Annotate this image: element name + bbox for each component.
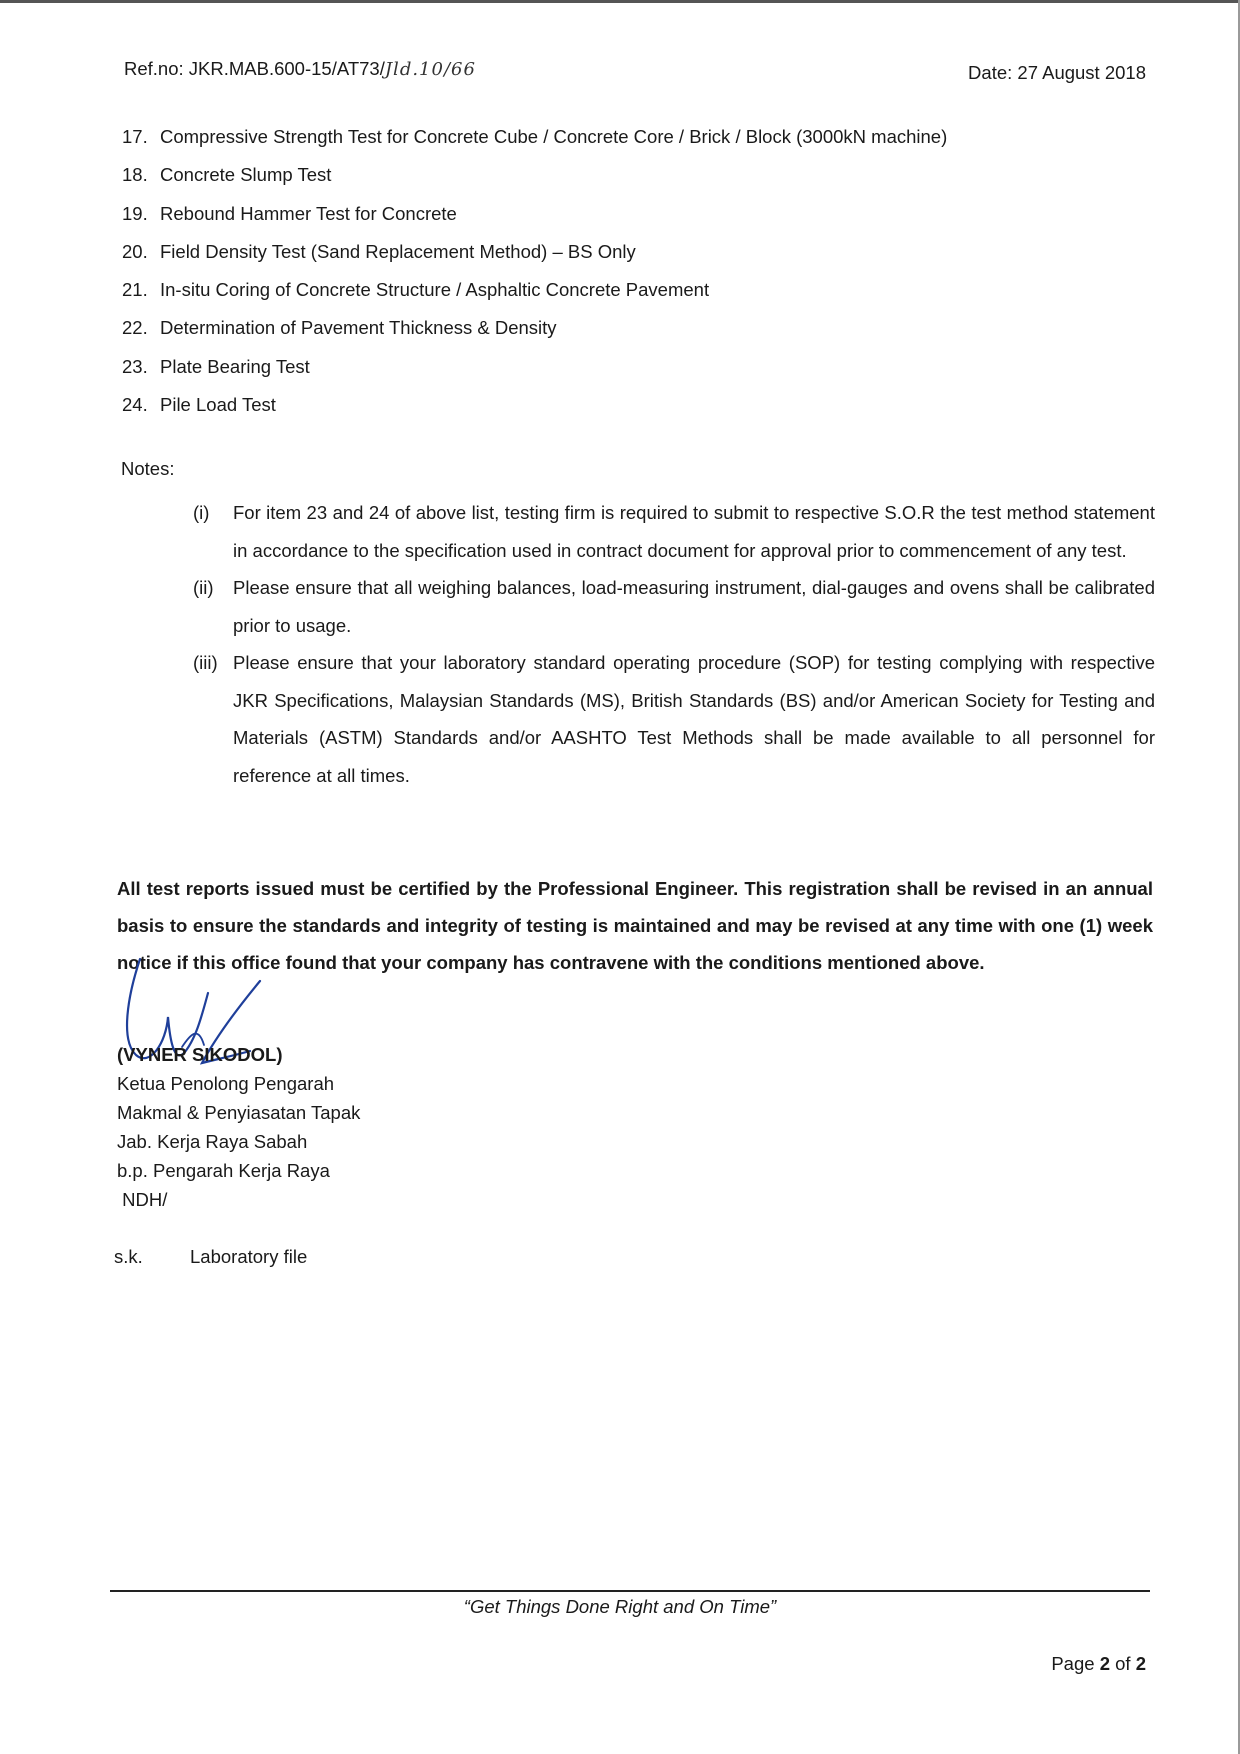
- test-item-text: Compressive Strength Test for Concrete Cube / Concrete Core / Brick / Block (3000kN machine): [160, 126, 948, 147]
- test-item: [122, 356, 947, 394]
- test-item-number: 20.: [122, 240, 148, 262]
- test-item-text: Rebound Hammer Test for Concrete: [160, 202, 457, 224]
- test-items-list: [122, 126, 947, 432]
- signatory-name: (VYNER SIKODOL): [117, 1044, 283, 1065]
- note-numeral: (iii): [193, 652, 218, 673]
- signatory-title-1: Ketua Penolong Pengarah: [117, 1073, 335, 1094]
- test-item-number: 22.: [122, 317, 148, 339]
- test-item: [122, 394, 947, 432]
- page-mid: of: [1109, 1653, 1136, 1674]
- test-item: [122, 203, 947, 241]
- top-edge-line: [0, 0, 1240, 3]
- test-item-text: Plate Bearing Test: [160, 355, 310, 377]
- notes-label: Notes:: [121, 458, 175, 479]
- letter-date: Date: 27 August 2018: [968, 62, 1146, 83]
- reference-number: [124, 58, 476, 80]
- note-numeral: (ii): [193, 577, 214, 598]
- notes-list: [193, 494, 1155, 794]
- test-item: [122, 317, 947, 355]
- test-item: [122, 164, 947, 202]
- page-current: 2: [1099, 1653, 1110, 1674]
- signature-block: [117, 1040, 360, 1214]
- note-text: Please ensure that your laboratory standard operating procedure (SOP) for testing complying with respective JKR Specifications, Malaysian Standards (MS), British Standards (BS) and/or American Society for Testing and Materials (ASTM) Standards and/or AASHTO Test Methods shall be made available to all personnel for reference at all times.: [233, 652, 1155, 786]
- test-item-number: 24.: [122, 394, 148, 416]
- footer-motto: “Get Things Done Right and On Time”: [463, 1596, 777, 1617]
- note-item: [193, 494, 1155, 569]
- certification-statement: All test reports issued must be certified by the Professional Engineer. This registration shall be revised in an annual basis to ensure the standards and integrity of testing is maintained and may be revised at any time with one (1) week notice if this office found that your company has contravene with the conditions mentioned above.: [117, 878, 1153, 973]
- carbon-copy: [114, 1246, 307, 1268]
- signatory-title-3: Jab. Kerja Raya Sabah: [117, 1131, 308, 1152]
- page-total: 2: [1135, 1653, 1146, 1674]
- test-item-text: Determination of Pavement Thickness & Density: [160, 317, 557, 339]
- test-item-text: Field Density Test (Sand Replacement Method) – BS Only: [160, 240, 636, 262]
- test-item-text: Pile Load Test: [160, 394, 276, 416]
- note-text: Please ensure that all weighing balances, load-measuring instrument, dial-gauges and ovens shall be calibrated prior to usage.: [233, 577, 1155, 636]
- cc-label: s.k.: [114, 1246, 143, 1267]
- test-item-number: 23.: [122, 355, 148, 377]
- test-item-number: 21.: [122, 279, 148, 301]
- test-item: [122, 279, 947, 317]
- test-item: [122, 126, 947, 164]
- footer-rule: [110, 1590, 1150, 1592]
- test-item: [122, 241, 947, 279]
- test-item-number: 17.: [122, 126, 148, 147]
- note-text: For item 23 and 24 of above list, testing firm is required to submit to respective S.O.R the test method statement in accordance to the specification used in contract document for approval prior to commencement of any test.: [233, 502, 1155, 561]
- signatory-title-2: Makmal & Penyiasatan Tapak: [117, 1102, 361, 1123]
- signatory-initials: NDH/: [117, 1189, 168, 1210]
- cc-recipient: Laboratory file: [190, 1246, 308, 1267]
- test-item-text: In-situ Coring of Concrete Structure / Asphaltic Concrete Pavement: [160, 279, 710, 301]
- page-prefix: Page: [1051, 1653, 1100, 1674]
- signatory-title-4: b.p. Pengarah Kerja Raya: [117, 1160, 330, 1181]
- note-item: [193, 644, 1155, 794]
- test-item-number: 19.: [122, 202, 148, 224]
- reference-label: Ref.no: JKR.MAB.600-15/AT73/: [124, 58, 385, 79]
- test-item-text: Concrete Slump Test: [160, 164, 332, 186]
- test-item-number: 18.: [122, 164, 148, 186]
- note-item: [193, 569, 1155, 644]
- note-numeral: (i): [193, 502, 210, 523]
- page-number: [1051, 1653, 1146, 1675]
- reference-handwritten: Jld.10/66: [384, 59, 476, 80]
